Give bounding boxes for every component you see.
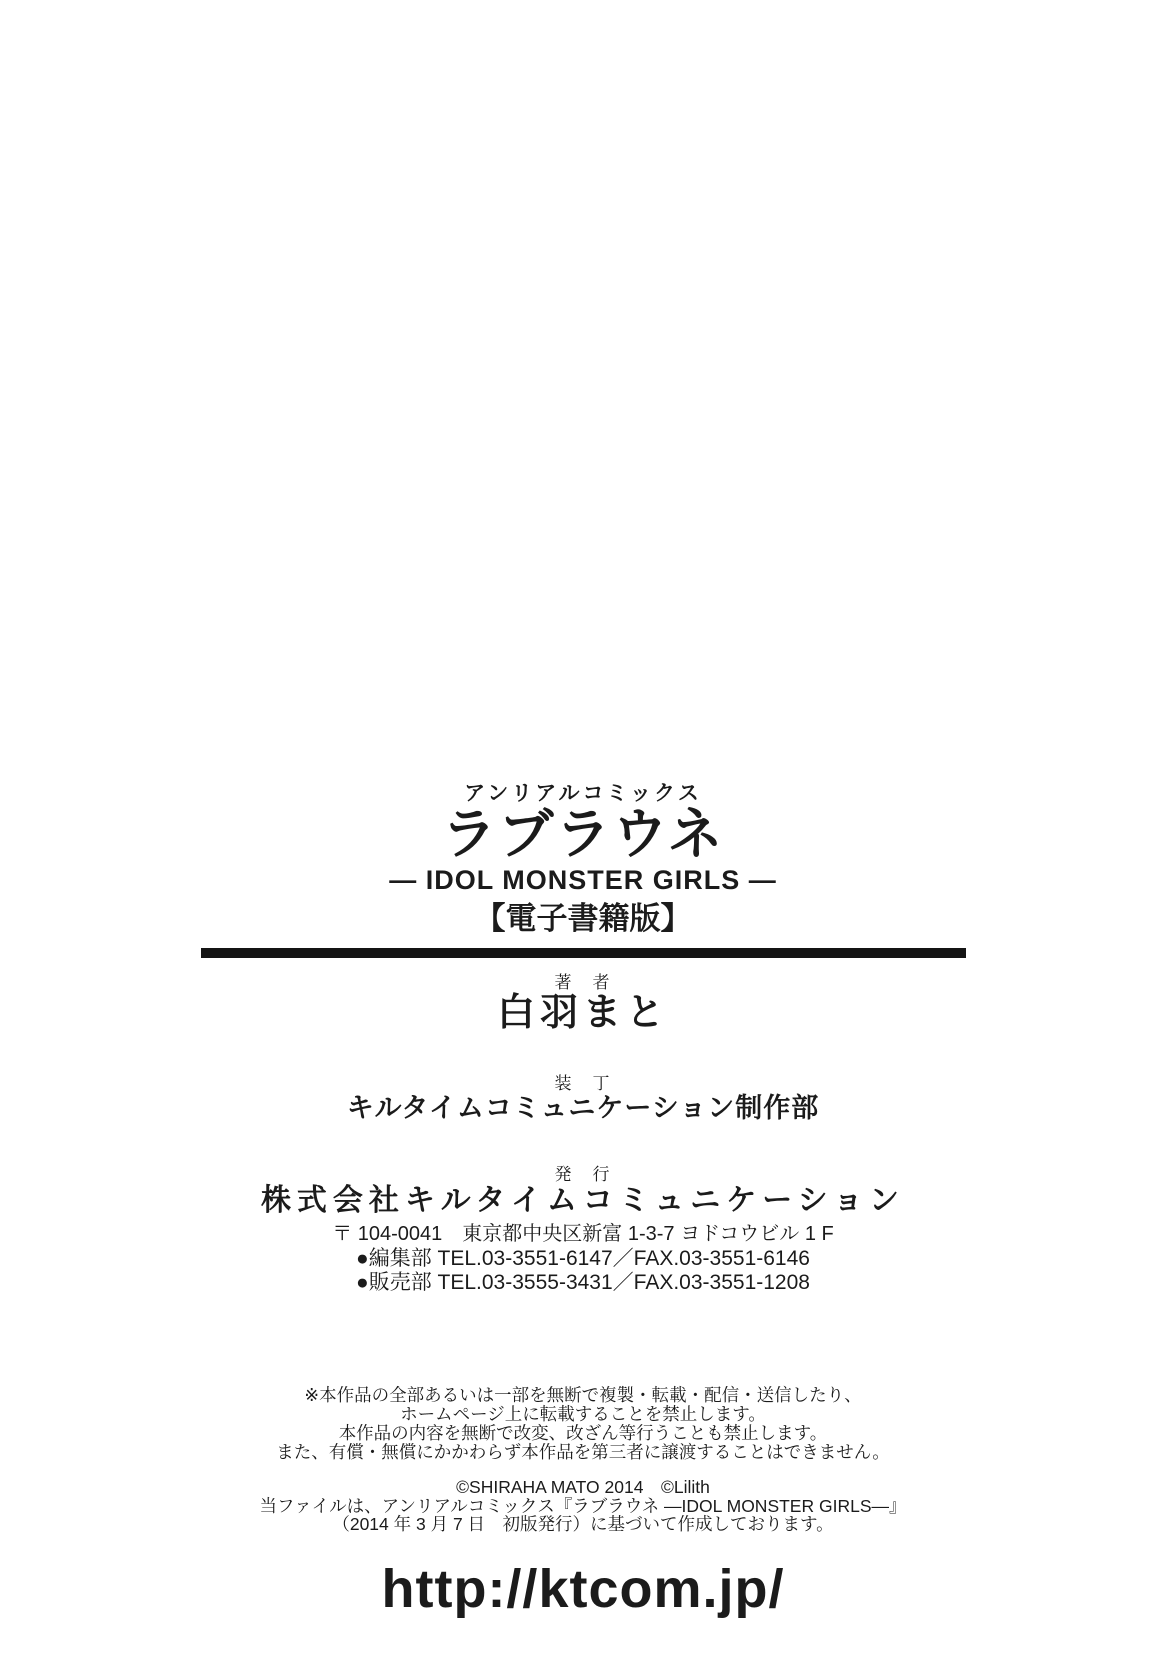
author-role-label: 著 者 [554,973,612,992]
publisher-name: 株式会社キルタイムコミュニケーション [260,1184,906,1217]
source-edition-line: 当ファイルは、アンリアルコミックス『ラブラウネ ―IDOL MONSTER GIRLS―』 [259,1495,907,1516]
legal-notice-line: ホームページ上に転載することを禁止します。 [400,1403,766,1424]
legal-notice-line: 本作品の内容を無断で改変、改ざん等行うことも禁止します。 [338,1422,828,1443]
divider-bar [201,948,966,958]
legal-notice-line: また、有償・無償にかかわらず本作品を第三者に譲渡することはできません。 [276,1441,890,1462]
publisher-address: 〒 104-0041 東京都中央区新富 1-3-7 ヨドコウビル 1 F [332,1223,834,1245]
legal-notice-line: ※本作品の全部あるいは一部を無断で複製・転載・配信・送信したり、 [304,1384,862,1405]
book-subtitle: ― IDOL MONSTER GIRLS ― [389,865,777,895]
author-name: 白羽まと [496,992,669,1034]
book-title: ラブラウネ [441,803,725,865]
source-date-line: （2014 年 3 月 7 日 初版発行）に基づいて作成しております。 [332,1514,834,1534]
legal-notice [276,1385,890,1461]
copyright-block [260,1478,907,1534]
editorial-contact: ●編集部 TEL.03-3551-6147／FAX.03-3551-6146 [356,1247,810,1270]
contact-block [356,1247,810,1295]
copyright-line: ©SHIRAHA MATO 2014 ©Lilith [456,1477,710,1497]
publisher-url: http://ktcom.jp/ [381,1558,785,1619]
sales-contact: ●販売部 TEL.03-3555-3431／FAX.03-3551-1208 [356,1271,810,1294]
colophon-content [0,783,1166,1617]
imprint-label: アンリアルコミックス [464,782,702,805]
design-credit: キルタイムコミュニケーション制作部 [346,1093,820,1123]
publisher-role-label: 発 行 [554,1165,612,1184]
edition-label: 【電子書籍版】 [474,901,692,936]
design-role-label: 装 丁 [554,1074,612,1093]
